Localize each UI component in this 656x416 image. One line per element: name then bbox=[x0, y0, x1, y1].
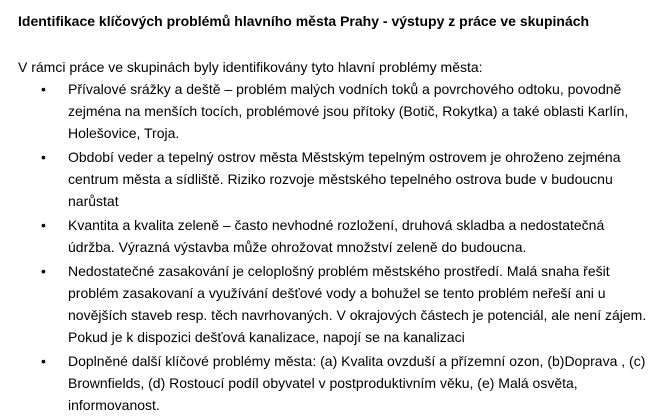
list-item-line: Doplněné další klíčové problémy města: (a) Kvalita ovzduší a přízemní ozon, (b)Doprava , (c) bbox=[68, 353, 646, 369]
list-item-text bbox=[68, 260, 648, 348]
list-item-line: Brownfields, (d) Rostoucí podíl obyvatel v postproduktivním věku, (e) Malá osvěta, bbox=[68, 375, 578, 391]
list-item-text bbox=[68, 214, 648, 258]
list-item bbox=[0, 214, 656, 258]
problem-list bbox=[0, 78, 656, 416]
bullet-icon: • bbox=[41, 149, 46, 165]
list-item-line: údržba. Výrazná výstavba může ohrožovat množství zeleně do budoucna. bbox=[68, 239, 527, 255]
list-item-line: novějších staveb resp. těch navrhovaných. V okrajových částech je potenciál, ale není zájem. bbox=[68, 307, 647, 323]
bullet-icon: • bbox=[41, 353, 46, 369]
list-item-line: Nedostatečné zasakování je celoplošný problém městského prostředí. Malá snaha řešit bbox=[68, 263, 610, 279]
list-item-line: Kvantita a kvalita zeleně – často nevhodné rozložení, druhová skladba a nedostatečná bbox=[68, 217, 605, 233]
bullet-icon: • bbox=[41, 217, 46, 233]
list-item-line: zejména na menších tocích, problémové jsou přítoky (Botič, Rokytka) a také oblasti Karlín, bbox=[68, 103, 629, 119]
list-item-line: informovanost. bbox=[68, 397, 160, 413]
list-item-line: Pokud je k dispozici dešťová kanalizace, napojí se na kanalizaci bbox=[68, 329, 465, 345]
intro-paragraph: V rámci práce ve skupinách byly identifikovány tyto hlavní problémy města: bbox=[18, 59, 483, 75]
list-item-line: problém zasakovaní a využívání dešťové vody a bohužel se tento problém neřeší ani u bbox=[68, 285, 606, 301]
list-item-text bbox=[68, 78, 648, 144]
bullet-icon: • bbox=[41, 81, 46, 97]
list-item-line: Období veder a tepelný ostrov města Městským tepelným ostrovem je ohroženo zejména bbox=[68, 149, 621, 165]
list-item bbox=[0, 260, 656, 348]
list-item bbox=[0, 78, 656, 144]
bullet-icon: • bbox=[41, 263, 46, 279]
list-item-text bbox=[68, 146, 648, 212]
list-item bbox=[0, 350, 656, 416]
list-item-line: narůstat bbox=[68, 193, 119, 209]
document-title: Identifikace klíčových problémů hlavního města Prahy - výstupy z práce ve skupinách bbox=[18, 13, 590, 29]
list-item bbox=[0, 146, 656, 212]
list-item-text bbox=[68, 350, 648, 416]
list-item-line: Holešovice, Troja. bbox=[68, 125, 180, 141]
list-item-line: centrum města a sídliště. Riziko rozvoje městského tepelného ostrova bude v budoucnu bbox=[68, 171, 613, 187]
list-item-line: Přívalové srážky a deště – problém malých vodních toků a povrchového odtoku, povodně bbox=[68, 81, 622, 97]
